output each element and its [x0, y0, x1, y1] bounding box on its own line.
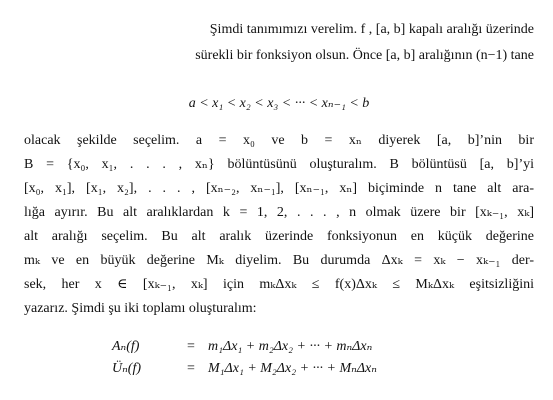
lower-sum-lhs: Aₙ(f) — [112, 339, 140, 354]
upper-sum-rhs: M₁Δx₁ + M₂Δx₂ + ··· + MₙΔxₙ — [208, 361, 377, 376]
lower-sum-row — [112, 338, 472, 360]
sums-block — [112, 338, 472, 382]
body-line-1: olacak şekilde seçelim. a = x₀ ve b = xₙ diyerek [a, b]’nin bir — [24, 133, 534, 148]
intro-line-2: sürekli bir fonksiyon olsun. Önce [a, b] aralığının (n−1) tane — [195, 48, 534, 63]
upper-sum-equals: = — [187, 361, 195, 376]
body-line-5: alt aralığı seçelim. Bu alt aralık üzerinde fonksiyonun en küçük değerine — [24, 229, 534, 244]
inequality-formula: a < x₁ < x₂ < x₃ < ··· < xₙ₋₁ < b — [188, 96, 370, 111]
body-line-3: [x₀, x₁], [x₁, x₂], . . . , [xₙ₋₂, xₙ₋₁], [xₙ₋₁, xₙ] biçiminde n tane alt ara- — [24, 181, 534, 196]
upper-sum-row — [112, 360, 472, 382]
body-line-4: lığa ayırır. Bu alt aralıklardan k = 1, 2, . . . , n olmak üzere bir [xₖ₋₁, xₖ] — [24, 205, 534, 220]
body-line-7: sek, her x ∈ [xₖ₋₁, xₖ] için mₖΔxₖ ≤ f(x)Δxₖ ≤ MₖΔxₖ eşitsizliğini — [24, 277, 534, 292]
body-line-2: B = {x₀, x₁, . . . , xₙ} bölüntüsünü oluşturalım. B bölüntüsü [a, b]’yi — [24, 157, 534, 172]
intro-line-1: Şimdi tanımımızı verelim. f , [a, b] kapalı aralığı üzerinde — [209, 22, 534, 37]
lower-sum-equals: = — [187, 339, 195, 354]
lower-sum-rhs: m₁Δx₁ + m₂Δx₂ + ··· + mₙΔxₙ — [208, 339, 373, 354]
upper-sum-lhs: Üₙ(f) — [112, 361, 141, 376]
body-line-8: yazarız. Şimdi şu iki toplamı oluşturalım: — [24, 301, 257, 316]
body-line-6: mₖ ve en büyük değerine Mₖ diyelim. Bu durumda Δxₖ = xₖ − xₖ₋₁ der- — [24, 253, 534, 268]
